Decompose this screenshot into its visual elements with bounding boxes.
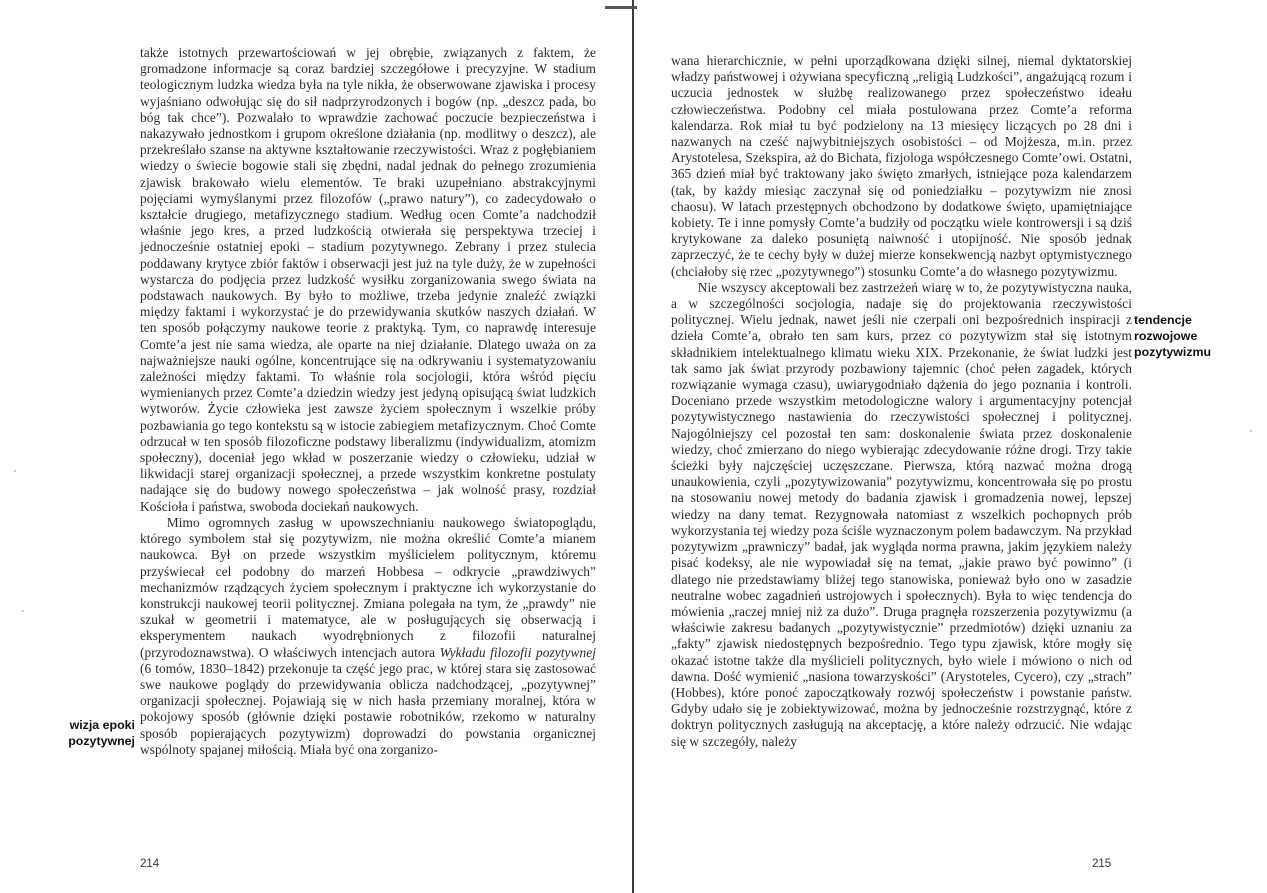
left-page (0, 0, 632, 893)
right-margin-note: tendencje rozwojowe pozytywizmu (1134, 313, 1212, 359)
left-body-text (140, 45, 596, 758)
right-paragraph-2: Nie wszyscy akceptowali bez zastrzeżeń wiarę w to, że pozytywistyczna nauka, a w szczególności socjologia, nadaje się do projektowania rzeczywistości politycznej. Wielu jednak, nawet jeśli nie czerpali oni bezpośrednich inspiracji z dzieła Comte’a, obrało ten sam kurs, przez co pozytywizm stał się istotnym składnikiem intelektualnego klimatu wieku XIX. Przekonanie, że świat ludzki jest tak samo jak świat przyrody pozbawiony tajemnic (choć pełen zagadek, których rozwiązanie wymaga czasu), uwiarygodniało dążenia do jego poznania i kontroli. Doceniano przede wszystkim metodologiczne walory i argumentacyjny potencjał pozytywistycznego nastawienia do rzeczywistości społecznej i politycznej. Najogólniejszy cel pozostał ten sam: doskonalenie świata przez doskonalenie wiedzy, choć zmierzano do niego wybierając zdecydowanie różne drogi. Trzy takie ścieżki były najczęściej uczęszczane. Pierwsza, którą nazwać można drogą unaukowienia, czyli „pozytywizowania” pozytywizmu, koncentrowała się po prostu na stosowaniu nowej metody do badania zjawisk i gromadzenia nowej, lepszej wiedzy na dany temat. Rezygnowała natomiast z wszelkich pochopnych prób wykorzystania tej wiedzy poza ściśle wyznaczonym polem badawczym. Na przykład pozytywizm „prawniczy” badał, jak wygląda norma prawna, jakim językiem należy pisać kodeksy, ale nie wypowiadał się na temat, „jakie prawo być powinno” (i dlatego nie przedstawiamy bliżej tego stanowiska, ponieważ było ono w zasadzie neutralne wobec zagadnień ustrojowych i społecznych). Była to więc tendencja do mówienia „raczej mniej niż za dużo”. Druga pragnęła rozszerzenia pozytywizmu (a właściwie zakresu badanych „pozytywistycznie” przedmiotów) dzięki uznaniu za „fakty” zjawisk niedostępnych bezpośrednio. Tego typu zjawisk, które mogły się okazać istotne także dla myślicieli politycznych, było wiele i mówiono o nich od dawna. Dość wymienić „nasiona towarzyskości” (Arystoteles, Cycero), czy „strach” (Hobbes), które ponoć zapoczątkowały rozwój społeczeństw i powstanie państw. Gdyby udało się je zobiektywizować, można by jednocześnie rozstrzygnąć, które z doktryn politycznych zasługują na akceptację, a które należy odrzucić. Nie wdając się w szczegóły, należy (671, 279, 1132, 749)
left-paragraph-2-continuation: (6 tomów, 1830–1842) przekonuje ta część jego prac, w której stara się zastosować swe naukowe poglądy do przewidywania oblicza nadchodzącej, „pozytywnej” organizacji społecznej. Pojawiają się w nich hasła przemiany moralnej, która w pokojowy sposób (głównie dzięki postawie robotników, rzekomo w naturalny sposób popierających pozytywizm) doprowadzi do powstania organicznej wspólnoty spajanej miłością. Miała być ona zorganizo- (140, 660, 596, 757)
left-page-number: 214 (140, 858, 160, 870)
right-page-number: 215 (1092, 858, 1112, 870)
scan-speck (22, 610, 24, 612)
book-title: Wykładu filozofii pozytywnej (439, 644, 596, 660)
gutter-mark (605, 6, 637, 9)
scan-speck (14, 470, 16, 472)
left-paragraph-2-text: Mimo ogromnych zasług w upowszechnianiu naukowego światopoglądu, którego symbolem stał się pozytywizm, nie można określić Comte’a mianem naukowca. Był on przede wszystkim myślicielem politycznym, któremu przyświecał cel podobny do marzeń Hobbesa – odkrycie „prawdziwych” mechanizmów rządzących życiem społecznym i praktyczne ich wykorzystanie do konstrukcji naukowej teorii politycznej. Zmiana polegała na tym, że „prawdy” nie szukał w geometrii i matematyce, ale w posługujących się obserwacją i eksperymentem naukach wyodrębnionych z filozofii naturalnej (przyrodoznawstwa). O właściwych intencjach autora (140, 514, 596, 660)
right-body-text (671, 53, 1132, 750)
left-paragraph-2 (140, 515, 596, 758)
left-margin-note: wizja epoki pozytywnej (68, 718, 135, 748)
scan-speck (1250, 430, 1252, 432)
left-paragraph-1: także istotnych przewartościowań w jej obrębie, związanych z faktem, że gromadzone informacje są coraz bardziej szczegółowe i precyzyjne. W stadium teologicznym ludzka wiedza była na tyle nikła, że obserwowane zjawiska i procesy wyjaśniano odwołując się do sił nadprzyrodzonych i bogów (np. „deszcz pada, bo bóg tak chce”). Pozwalało to wprawdzie zachować poczucie bezpieczeństwa i nakazywało jednostkom i grupom określone działania (np. modlitwy o deszcz), ale przekreślało szanse na aktywne kształtowanie rzeczywistości. Wraz z pogłębianiem wiedzy o świecie bogowie stali się zbędni, nadal jednak do pełnego zrozumienia zjawisk brakowało wielu elementów. Te braki uzupełniano abstrakcyjnymi pojęciami wymyślanymi przez filozofów („prawo natury”), co zadecydowało o kształcie drugiego, metafizycznego stadium. Według ocen Comte’a nadchodził właśnie jego kres, a przed ludzkością otwierała się perspektywa trzeciej i jednocześnie ostatniej epoki – stadium pozytywnego. Zebrany i przez stulecia poddawany krytyce zbiór faktów i obserwacji jest już na tyle duży, że w zupełności wystarcza do podjęcia przez ludzkość wysiłku zorganizowania swego świata na podstawach naukowych. By było to możliwe, trzeba jedynie znaleźć związki między faktami i wykorzystać je do przewidywania skutków naszych działań. W ten sposób połączymy naukowe teorie z praktyką. Tym, co naprawdę interesuje Comte’a jest nie sama wiedza, ale oparte na niej działanie. Dlatego uważa on za najważniejsze nauki ogólne, koncentrujące się na odkrywaniu i systematyzowaniu zależności między faktami. To właśnie rola socjologii, która wśród pięciu wymienianych przez Comte’a dziedzin wiedzy jest jedyną opisującą świat ludzkich wytworów. Życie człowieka jest zawsze życiem społecznym i wszelkie próby pozbawiania go tego kontekstu są w istocie zabiegiem metafizycznym. Choć Comte odrzucał w ten sposób filozoficzne podstawy liberalizmu (indywidualizm, atomizm społeczny), doceniał jego wkład w poszerzanie wiedzy o człowieku, udział w likwidacji starej organizacji społecznej, a przede wszystkim konkretne postulaty nadające się do budowy nowego społeczeństwa – jak wolność prasy, rozdział Kościoła i państwa, swoboda dociekań naukowych. (140, 45, 596, 514)
right-paragraph-1: wana hierarchicznie, w pełni uporządkowana dzięki silnej, niemal dyktatorskiej władzy państwowej i ożywiana specyficzną „religią Ludzkości”, angażującą rozum i uczucia jednostek w służbę realizowanego przez społeczeństwo ideału człowieczeństwa. Podobny cel miała postulowana przez Comte’a reforma kalendarza. Rok miał tu być podzielony na 13 miesięcy liczących po 28 dni i nazwanych na cześć najwybitniejszych osobistości – od Mojżesza, m.in. przez Arystotelesa, Szekspira, aż do Bichata, fizjologa współczesnego Comte’owi. Ostatni, 365 dzień miał być traktowany jako święto zmarłych, istniejące poza kalendarzem (tak, by każdy miesiąc zaczynał się od poniedziałku – pozytywizm nie znosi chaosu). W latach przestępnych obchodzono by dodatkowe święto, upamiętniające kobiety. Te i inne pomysły Comte’a budziły od początku wiele kontrowersji i są dziś krytykowane za daleko posuniętą naiwność i utopijność. Nie sposób jednak zaprzeczyć, że te cechy były w dużej mierze konsekwencją nazbyt optymistycznego (chciałoby się rzec „pozytywnego”) stosunku Comte’a do własnego pozytywizmu. (671, 53, 1132, 279)
right-page (634, 0, 1267, 893)
